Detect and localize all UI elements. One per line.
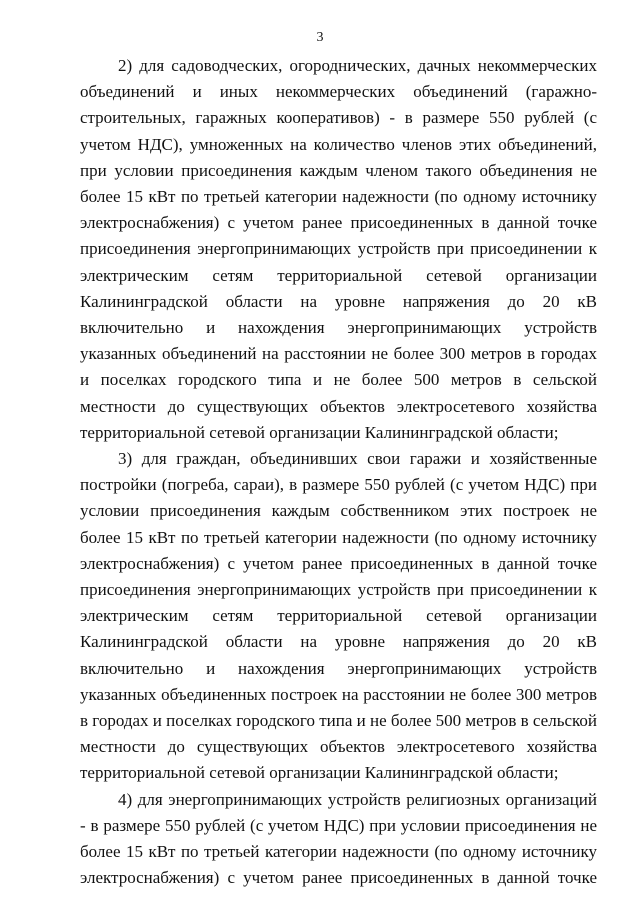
document-body <box>80 53 597 892</box>
page-number: 3 <box>316 30 324 45</box>
paragraph-item-3: 3) для граждан, объединивших свои гаражи и хозяйственные постройки (погреба, сараи), в размере 550 рублей (с учетом НДС) при условии присоединения каждым собственником этих построек не более 15 кВт по третьей категории надежности (по одному источнику электроснабжения) с учетом ранее присоединенных в данной точке присоединения энергопринимающих устройств при присоединении к электрическим сетям территориальной сетевой организации Калининградской области на уровне напряжения до 20 кВ включительно и нахождения энергопринимающих устройств указанных объединенных построек на расстоянии не более 300 метров в городах и поселках городского типа и не более 500 метров в сельской местности до существующих объектов электросетевого хозяйства территориальной сетевой организации Калининградской области; <box>80 449 597 783</box>
paragraph-item-4: 4) для энергопринимающих устройств религиозных организаций - в размере 550 рублей (с учетом НДС) при условии присоединения не более 15 кВт по третьей категории надежности (по одному источнику электроснабжения) с учетом ранее присоединенных в данной точке <box>80 789 597 888</box>
paragraph-item-2: 2) для садоводческих, огороднических, дачных некоммерческих объединений и иных некоммерческих объединений (гаражно-строительных, гаражных кооперативов) - в размере 550 рублей (с учетом НДС), умноженных на количество членов этих объединений, при условии присоединения каждым членом такого объединения не более 15 кВт по третьей категории надежности (по одному источнику электроснабжения) с учетом ранее присоединенных в данной точке присоединения энергопринимающих устройств при присоединении к электрическим сетям территориальной сетевой организации Калининградской области на уровне напряжения до 20 кВ включительно и нахождения энергопринимающих устройств указанных объединений на расстоянии не более 300 метров в городах и поселках городского типа и не более 500 метров в сельской местности до существующих объектов электросетевого хозяйства территориальной сетевой организации Калининградской области; <box>80 56 597 442</box>
